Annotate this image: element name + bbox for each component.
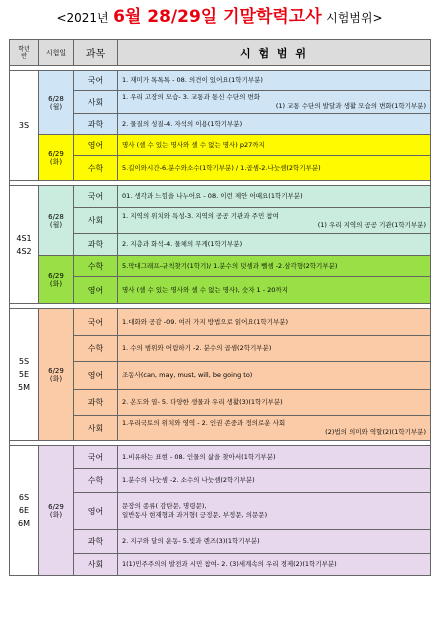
title-suffix: 시험범위> <box>326 11 383 25</box>
scope-line: 2. 온도와 열- 5. 다양한 생물과 우리 생활(3)(1학기부분) <box>122 398 283 406</box>
table-row <box>10 336 431 362</box>
subject-cell: 영어 <box>74 493 118 530</box>
header-subject: 과목 <box>74 40 118 66</box>
table-row <box>10 530 431 554</box>
scope-line: 2. 지층과 화석-4. 물체의 무게(1학기부분) <box>122 240 243 248</box>
subject-cell: 국어 <box>74 446 118 469</box>
date-cell: 6/29 (화) <box>39 446 74 576</box>
scope-cell <box>118 135 431 156</box>
grade-cell: 5S 5E 5M <box>10 309 39 441</box>
table-row <box>10 114 431 135</box>
header-row <box>10 40 431 66</box>
subject-cell: 수학 <box>74 336 118 362</box>
table-row <box>10 554 431 576</box>
scope-cell <box>118 416 431 441</box>
scope-cell <box>118 493 431 530</box>
scope-line: 문장의 종류( 감탄문, 명령문), <box>122 502 207 510</box>
subject-cell: 사회 <box>74 91 118 114</box>
scope-line-2: (2)법의 의미와 역할(2)(1학기부분) <box>325 428 426 436</box>
table-row <box>10 309 431 336</box>
scope-cell <box>118 186 431 208</box>
header-scope: 시 험 범 위 <box>118 40 431 66</box>
table-row <box>10 208 431 234</box>
subject-cell: 과학 <box>74 530 118 554</box>
table-row <box>10 362 431 390</box>
table-row <box>10 493 431 530</box>
scope-line: 5.길이와시간-6.분수와소수(1학기부분) / 1.곱셈-2.나눗셈(2학기부분) <box>122 163 321 172</box>
date-cell: 6/29 (화) <box>39 309 74 441</box>
table-row <box>10 71 431 91</box>
scope-line: 1.우리국토의 위치와 영역 - 2. 인권 존중과 정의로운 사회 <box>122 419 286 427</box>
subject-cell: 영어 <box>74 135 118 156</box>
scope-line: 명사 (셀 수 있는 명사와 셀 수 없는 명사), 숫자 1 - 20까지 <box>122 285 288 294</box>
scope-cell <box>118 309 431 336</box>
scope-line-2: 일반동사 현재형과 과거형( 긍정문, 부정문, 의문문) <box>122 511 268 519</box>
scope-line: 1.대화와 공감 -09. 여러 가지 방법으로 읽어요(1학기부분) <box>122 317 289 326</box>
subject-cell: 사회 <box>74 554 118 576</box>
scope-line-2: (1) 우리 지역의 공공 기관(1학기부분) <box>317 220 426 229</box>
grade-cell: 3S <box>10 71 39 181</box>
scope-line: 1. 우리 고장의 모습- 3. 교통과 통신 수단의 변화 <box>122 93 261 101</box>
exam-schedule-table <box>9 39 431 576</box>
subject-cell: 국어 <box>74 309 118 336</box>
table-row <box>10 135 431 156</box>
scope-cell <box>118 234 431 256</box>
scope-line-2: (1) 교통 수단의 발달과 생활 모습의 변화(1학기부분) <box>275 102 426 110</box>
scope-line: 1.분수의 나눗셈 -2. 소수의 나눗셈(2학기부분) <box>122 476 255 484</box>
scope-cell <box>118 71 431 91</box>
scope-line: 1(1)민주주의의 발전과 시민 참여- 2. (3)세계속의 우리 경제(2)(1학기부분) <box>122 560 337 568</box>
scope-line: 1. 재미가 톡톡톡 - 08. 의견이 있어요(1학기부분) <box>122 76 263 84</box>
table-row <box>10 469 431 493</box>
subject-cell: 영어 <box>74 362 118 390</box>
scope-line: 01. 생각과 느낌을 나누어요 - 08. 이런 제안 어때요(1학기부분) <box>122 192 303 200</box>
scope-cell <box>118 390 431 416</box>
scope-cell <box>118 446 431 469</box>
scope-cell <box>118 362 431 390</box>
subject-cell: 사회 <box>74 208 118 234</box>
scope-cell <box>118 114 431 135</box>
table-row <box>10 186 431 208</box>
table-row <box>10 156 431 181</box>
grade-cell: 6S 6E 6M <box>10 446 39 576</box>
page-title <box>0 4 439 30</box>
subject-cell: 국어 <box>74 186 118 208</box>
table-row <box>10 91 431 114</box>
scope-line: 1.비유하는 표현 - 08. 인물의 삶을 찾아서(1학기부분) <box>122 452 276 461</box>
title-prefix: <2021년 <box>56 11 109 25</box>
scope-cell <box>118 530 431 554</box>
table-row <box>10 256 431 277</box>
scope-line: 2. 물질의 성질-4. 자석의 이용(1학기부분) <box>122 119 243 128</box>
header-date: 시험일 <box>39 40 74 66</box>
table-row <box>10 390 431 416</box>
scope-line: 2. 지구와 달의 운동- 5.빛과 렌즈(3)(1학기부분) <box>122 537 260 545</box>
scope-cell <box>118 277 431 304</box>
scope-line: 1. 지역의 위치와 특성-3. 지역의 공공 기관과 주민 참여 <box>122 211 279 220</box>
table-row <box>10 416 431 441</box>
scope-cell <box>118 336 431 362</box>
scope-line: 1. 수의 범위와 어림하기 -2. 분수의 곱셈(2학기부분) <box>122 344 272 352</box>
scope-line: 명사 (셀 수 있는 명사와 셀 수 없는 명사) p27까지 <box>122 140 265 149</box>
date-cell: 6/28 (월) <box>39 71 74 135</box>
scope-line: 조동사(can, may, must, will, be going to) <box>122 371 253 379</box>
header-grade: 학년 반 <box>10 40 39 66</box>
table-row <box>10 277 431 304</box>
subject-cell: 국어 <box>74 71 118 91</box>
scope-cell <box>118 256 431 277</box>
scope-cell <box>118 469 431 493</box>
date-cell: 6/28 (월) <box>39 186 74 256</box>
schedule-body <box>10 66 431 576</box>
subject-cell: 영어 <box>74 277 118 304</box>
scope-line: 5.막대그래프-규칙찾기(1학기)/ 1.분수의 덧셈과 뺄셈 -2.삼각형(2학기부분) <box>122 261 338 270</box>
subject-cell: 수학 <box>74 469 118 493</box>
scope-cell <box>118 91 431 114</box>
scope-cell <box>118 208 431 234</box>
subject-cell: 과학 <box>74 234 118 256</box>
date-cell: 6/29 (화) <box>39 256 74 304</box>
subject-cell: 과학 <box>74 390 118 416</box>
scope-cell <box>118 156 431 181</box>
subject-cell: 과학 <box>74 114 118 135</box>
subject-cell: 사회 <box>74 416 118 441</box>
title-highlight: 6월 28/29일 기말학력고사 <box>113 7 322 27</box>
subject-cell: 수학 <box>74 156 118 181</box>
date-cell: 6/29 (화) <box>39 135 74 181</box>
table-row <box>10 446 431 469</box>
scope-cell <box>118 554 431 576</box>
table-row <box>10 234 431 256</box>
grade-cell: 4S1 4S2 <box>10 186 39 304</box>
subject-cell: 수학 <box>74 256 118 277</box>
